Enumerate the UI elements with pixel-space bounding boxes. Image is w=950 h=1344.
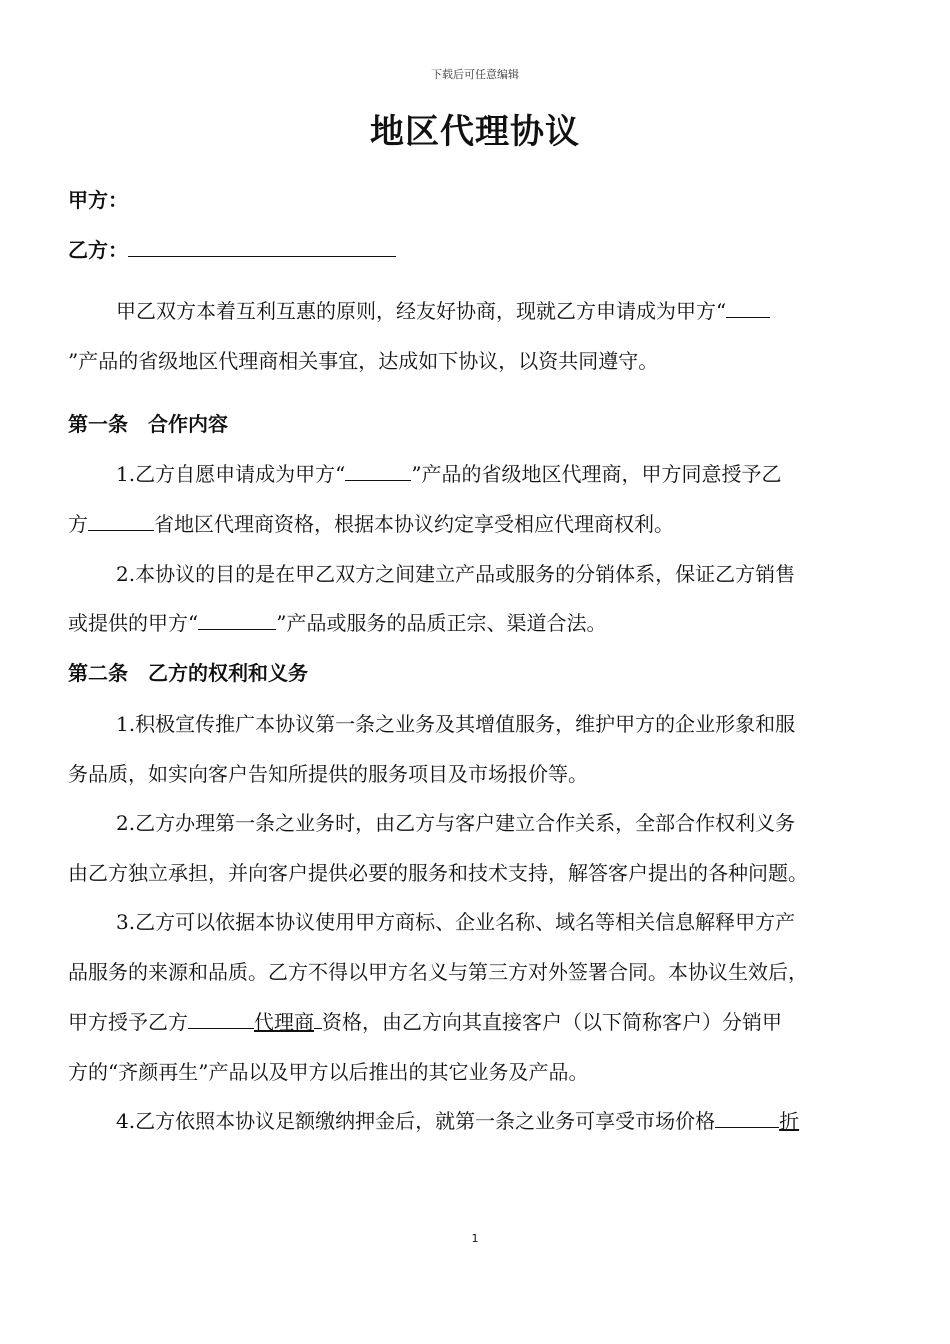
page-number: 1	[471, 1232, 479, 1245]
party-b-blank	[128, 236, 396, 257]
discount-suffix: 折	[779, 1109, 800, 1133]
article-2-item-3-line-3	[68, 1008, 782, 1036]
a1-p2-text-a: 2.本协议的目的是在甲乙双方之间建立产品或服务的分销体系，保证乙方销售	[116, 562, 796, 586]
province-blank	[88, 510, 154, 531]
party-a-line	[68, 186, 128, 214]
document-title: 地区代理协议	[370, 112, 580, 152]
a2-p1-text-a: 1.积极宣传推广本协议第一条之业务及其增值服务，维护甲方的企业形象和服	[116, 712, 796, 736]
a2-p2-text-b: 由乙方独立承担，并向客户提供必要的服务和技术支持，解答客户提出的各种问题。	[68, 861, 808, 885]
article-2-item-1-line-2	[68, 760, 588, 788]
a1-p1-text-c: 方	[68, 512, 88, 536]
a2-p3-text-e: 资格，由乙方向其直接客户（以下简称客户）分销甲	[322, 1010, 782, 1034]
a2-p4-text-a: 4.乙方依照本协议足额缴纳押金后，就第一条之业务可享受市场价格	[116, 1109, 716, 1133]
intro-text-2: ”产品的省级地区代理商相关事宜，达成如下协议，以资共同遵守。	[68, 349, 659, 373]
intro-line-2	[68, 347, 658, 375]
intro-line-1	[116, 297, 770, 325]
a2-p2-text-a: 2.乙方办理第一条之业务时，由乙方与客户建立合作关系，全部合作权利义务	[116, 811, 796, 835]
agent-level-value: 代理商	[254, 1010, 314, 1034]
a2-p3-text-f: 方的“齐颜再生”产品以及甲方以后推出的其它业务及产品。	[68, 1060, 589, 1084]
a2-p3-text-b: 品服务的来源和品质。乙方不得以甲方名义与第三方对外签署合同。本协议生效后，	[68, 960, 808, 984]
article-2-item-1-line-1	[116, 710, 795, 738]
article-1-item-2-line-2	[68, 609, 606, 637]
article-2-item-3-line-4	[68, 1058, 588, 1086]
discount-blank	[715, 1107, 779, 1128]
article-1-heading: 第一条 合作内容	[68, 412, 228, 436]
party-a-label: 甲方：	[68, 188, 128, 212]
article-2-item-3-line-1	[116, 908, 795, 936]
intro-text-1: 甲乙双方本着互利互惠的原则，经友好协商，现就乙方申请成为甲方“	[116, 299, 727, 323]
article-2-item-4-line-1	[116, 1107, 799, 1135]
a1-p1-text-b: ”产品的省级地区代理商，甲方同意授予乙	[411, 462, 782, 486]
a2-p1-text-b: 务品质，如实向客户告知所提供的服务项目及市场报价等。	[68, 762, 588, 786]
a1-p1-text-d: 省地区代理商资格，根据本协议约定享受相应代理商权利。	[154, 512, 674, 536]
product-blank-3	[198, 609, 276, 630]
a1-p1-text-a: 1.乙方自愿申请成为甲方“	[116, 462, 346, 486]
header-note: 下载后可任意编辑	[431, 68, 519, 81]
article-2-heading: 第二条 乙方的权利和义务	[68, 661, 308, 685]
article-2-item-2-line-1	[116, 809, 795, 837]
party-b-line	[68, 236, 396, 264]
article-2-item-3-line-2	[68, 958, 808, 986]
product-blank-2	[345, 460, 411, 481]
a1-p2-text-b: 或提供的甲方“	[68, 611, 199, 635]
party-b-label: 乙方：	[68, 238, 128, 262]
article-1-item-1-line-2	[68, 510, 674, 538]
product-blank-1	[726, 297, 770, 318]
a2-p3-text-a: 3.乙方可以依据本协议使用甲方商标、企业名称、域名等相关信息解释甲方产	[116, 910, 796, 934]
article-1-item-2-line-1	[116, 560, 795, 588]
article-2-item-2-line-2	[68, 859, 808, 887]
a2-p3-text-c: 甲方授予乙方	[68, 1010, 188, 1034]
a1-p2-text-c: ”产品或服务的品质正宗、渠道合法。	[276, 611, 607, 635]
article-1-item-1-line-1	[116, 460, 782, 488]
agent-level-blank-tail	[314, 1008, 322, 1029]
agent-level-blank	[188, 1008, 254, 1029]
